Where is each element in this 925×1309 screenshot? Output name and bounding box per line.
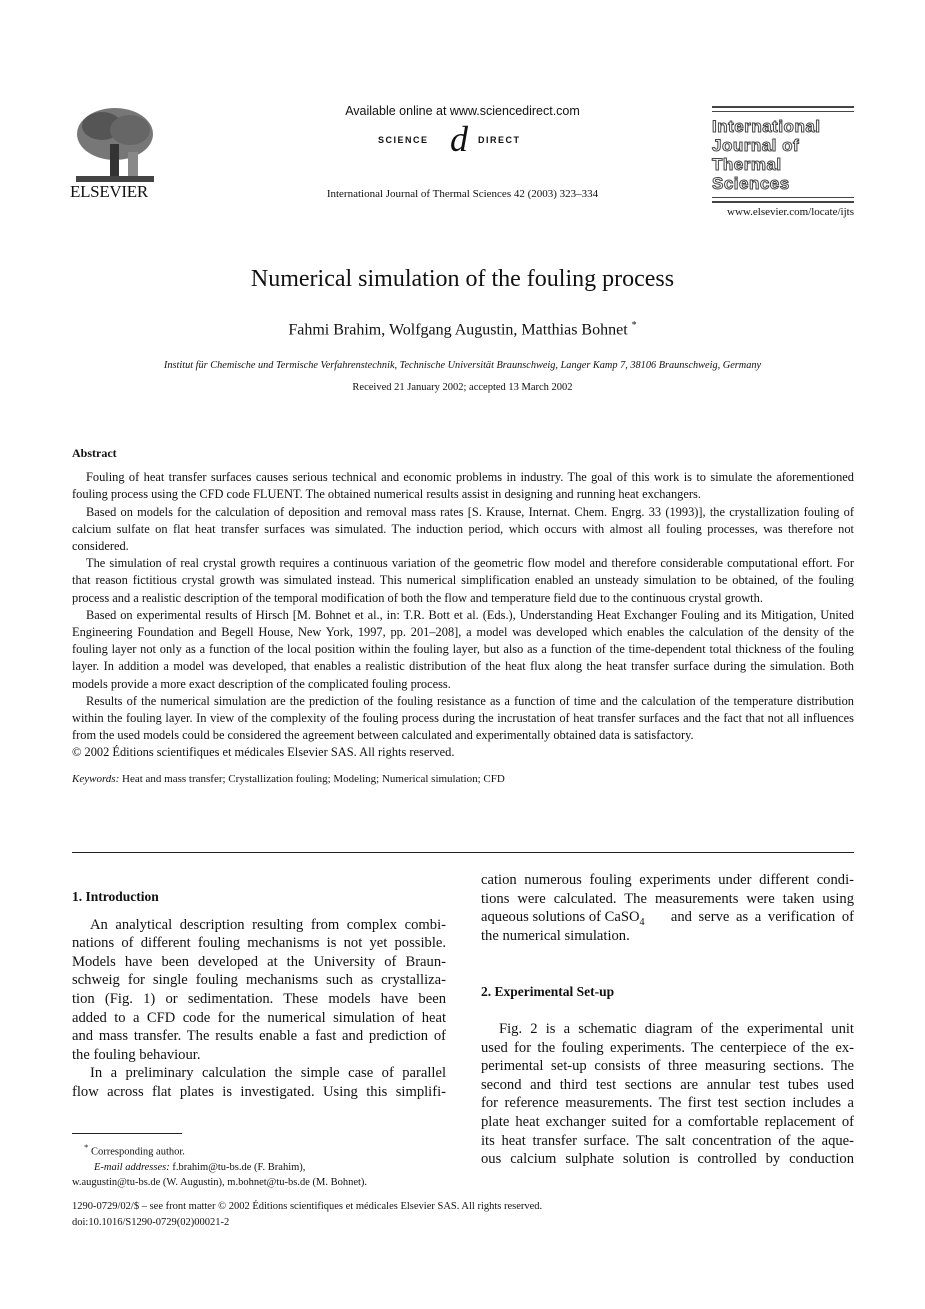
abstract-paragraph: Results of the numerical simulation are the prediction of the fouling resistance as a function of time and the calculation of the temperature distribution within the fouling layer. In view of the complexity of the fouling process during the incrustation of heat transfer surfaces and the fact that not all influences from the used models could be considered the agreement between calculated and experimentally obtained data is satisfactory.: [72, 693, 854, 743]
abstract-paragraph: Based on experimental results of Hirsch [M. Bohnet et al., in: T.R. Bott et al. (Eds.), Understanding Heat Exchanger Fouling and its Mitigation, United Engineering Foundation and Begell House, New York, 1997, pp. 201–208], a model was developed which enables the calculation of the density of the fouling layer not only as a function of the local position within the fouling layer, but also as a function of the time-dependent total thickness of the fouling layer. In addition a model was developed, that enables a realistic distribution of the heat flux along the heat transfer surface during the simulation. Both models provide a more exact description of the complicated fouling process.: [72, 607, 854, 691]
text-line: nations of different fouling mechanisms is not yet possible.: [72, 935, 446, 952]
elsevier-tree-logo: [72, 104, 158, 184]
keywords: [72, 771, 854, 788]
right-column: [481, 871, 854, 1169]
publisher-name: ELSEVIER: [70, 182, 148, 201]
text-line: flow across flat plates is investigated. Using this simplifi-: [72, 1083, 446, 1100]
text-line: cation numerous fouling experiments under different condi-: [481, 872, 854, 888]
text-line: second and third test sections are annular test tubes used: [481, 1076, 854, 1093]
text-line: used for the fouling experiments. The centerpiece of the ex-: [481, 1039, 854, 1056]
journal-logo-line: Journal of: [712, 136, 800, 155]
email-line[interactable]: f.brahim@tu-bs.de (F. Brahim),: [172, 1161, 306, 1173]
text-line: and mass transfer. The results enable a fast and prediction of: [72, 1028, 446, 1045]
sciencedirect-right: DIRECT: [478, 135, 521, 145]
text-line: for reference measurements. The first test section includes a: [481, 1095, 854, 1112]
keywords-list: Heat and mass transfer; Crystallization fouling; Modeling; Numerical simulation; CFD: [122, 772, 505, 785]
sciencedirect-at-icon: d: [450, 119, 468, 159]
text-line: its heat transfer surface. The salt concentration of the aque-: [481, 1132, 854, 1149]
text-line: ous calcium sulphate solution is controlled by conduction: [481, 1151, 854, 1168]
email-line[interactable]: w.augustin@tu-bs.de (W. Augustin), m.bohnet@tu-bs.de (M. Bohnet).: [72, 1176, 368, 1188]
footnote: [72, 1140, 472, 1190]
journal-url[interactable]: www.elsevier.com/locate/ijts: [727, 206, 854, 218]
text-line: added to a CFD code for the numerical simulation of heat: [72, 1009, 446, 1026]
text-line: tion (Fig. 1) or sedimentation. These models have been: [72, 990, 446, 1007]
journal-logo-line: Thermal: [712, 155, 782, 174]
journal-logo: [712, 106, 854, 196]
left-column: [72, 888, 446, 1102]
footnote-mark: *: [84, 1142, 89, 1152]
text-line: Models have been developed at the University of Braun-: [72, 953, 446, 970]
text-line: Fig. 2 is a schematic diagram of the experimental unit: [499, 1020, 854, 1037]
authors: [0, 320, 925, 339]
email-label: E-mail addresses:: [94, 1161, 170, 1173]
sciencedirect-logo: [378, 119, 548, 160]
abstract-paragraph: Based on models for the calculation of deposition and removal mass rates [S. Krause, Internat. Chem. Engrg. 33 (1993)], the crystallization fouling of calcium sulfate on flat heat transfer surfaces was simulated. The induction period, which occurs with almost all fouling processes, was therefore not considered.: [72, 504, 854, 554]
paper-title: Numerical simulation of the fouling process: [250, 266, 675, 292]
section-heading-experimental: 2. Experimental Set-up: [481, 984, 615, 1000]
journal-citation: International Journal of Thermal Sciences 42 (2003) 323–334: [326, 188, 599, 200]
corresponding-mark: *: [631, 320, 637, 331]
sciencedirect-left: SCIENCE: [378, 135, 429, 145]
text-line: [481, 908, 854, 927]
journal-logo-line: Sciences: [712, 174, 790, 193]
subscript: 4: [639, 917, 645, 929]
text-line: the numerical simulation.: [481, 927, 630, 944]
text-line: tions were calculated. The measurements were taken using: [481, 890, 854, 907]
text-line-part: aqueous solutions of CaSO: [481, 909, 640, 926]
text-line: An analytical description resulting from complex combi-: [90, 916, 446, 933]
text-line: the fouling behaviour.: [72, 1046, 201, 1063]
text-line: In a preliminary calculation the simple case of parallel: [90, 1065, 446, 1082]
copyright: © 2002 Éditions scientifiques et médicales Elsevier SAS. All rights reserved.: [72, 745, 455, 760]
abstract-paragraph: Fouling of heat transfer surfaces causes serious technical and economic problems in industry. The goal of this work is to simulate the aforementioned fouling process using the CFD code FLUENT. The obtained numerical results assist in designing and running heat exchangers.: [72, 470, 854, 502]
section-heading-introduction: 1. Introduction: [72, 889, 159, 904]
issn-line: 1290-0729/02/$ – see front matter © 2002 Éditions scientifiques et médicales Elsevier SAS. All rights reserved.: [72, 1201, 543, 1212]
text-line: perimental set-up consists of three measuring sections. The: [481, 1058, 854, 1075]
abstract: [72, 445, 854, 788]
footnote-rule: [72, 1133, 182, 1134]
abstract-paragraph: The simulation of real crystal growth requires a continuous variation of the geometric flow model and therefore considerable computational effort. For that reason fictitious crystal growth was simulated instead. This numerical simplification enabled an unsteady simulation to be obtained, of the fouling process and a realistic description of the temporal modification of both the flow and temperature field due to the continuous crystal growth.: [72, 556, 854, 605]
keywords-label: Keywords:: [72, 772, 120, 785]
abstract-heading: Abstract: [72, 446, 117, 460]
affiliation: Institut für Chemische und Termische Verfahrenstechnik, Technische Universität Braunschweig, Langer Kamp 7, 38106 Braunschweig, Germany: [163, 360, 762, 371]
received-dates: Received 21 January 2002; accepted 13 March 2002: [352, 382, 573, 393]
author-names: Fahmi Brahim, Wolfgang Augustin, Matthias Bohnet: [288, 321, 628, 339]
text-line-part: and serve as a verification of: [664, 909, 854, 926]
journal-logo-line: International: [712, 117, 821, 136]
section-divider: [72, 852, 854, 853]
available-online: Available online at www.sciencedirect.com: [345, 104, 580, 118]
corresponding-author: Corresponding author.: [91, 1146, 185, 1158]
doi-line[interactable]: doi:10.1016/S1290-0729(02)00021-2: [72, 1217, 230, 1228]
text-line: schweig for single fouling mechanisms such as crystalliza-: [72, 972, 446, 989]
text-line: plate heat exchanger suited for a comfortable replacement of: [481, 1113, 854, 1130]
